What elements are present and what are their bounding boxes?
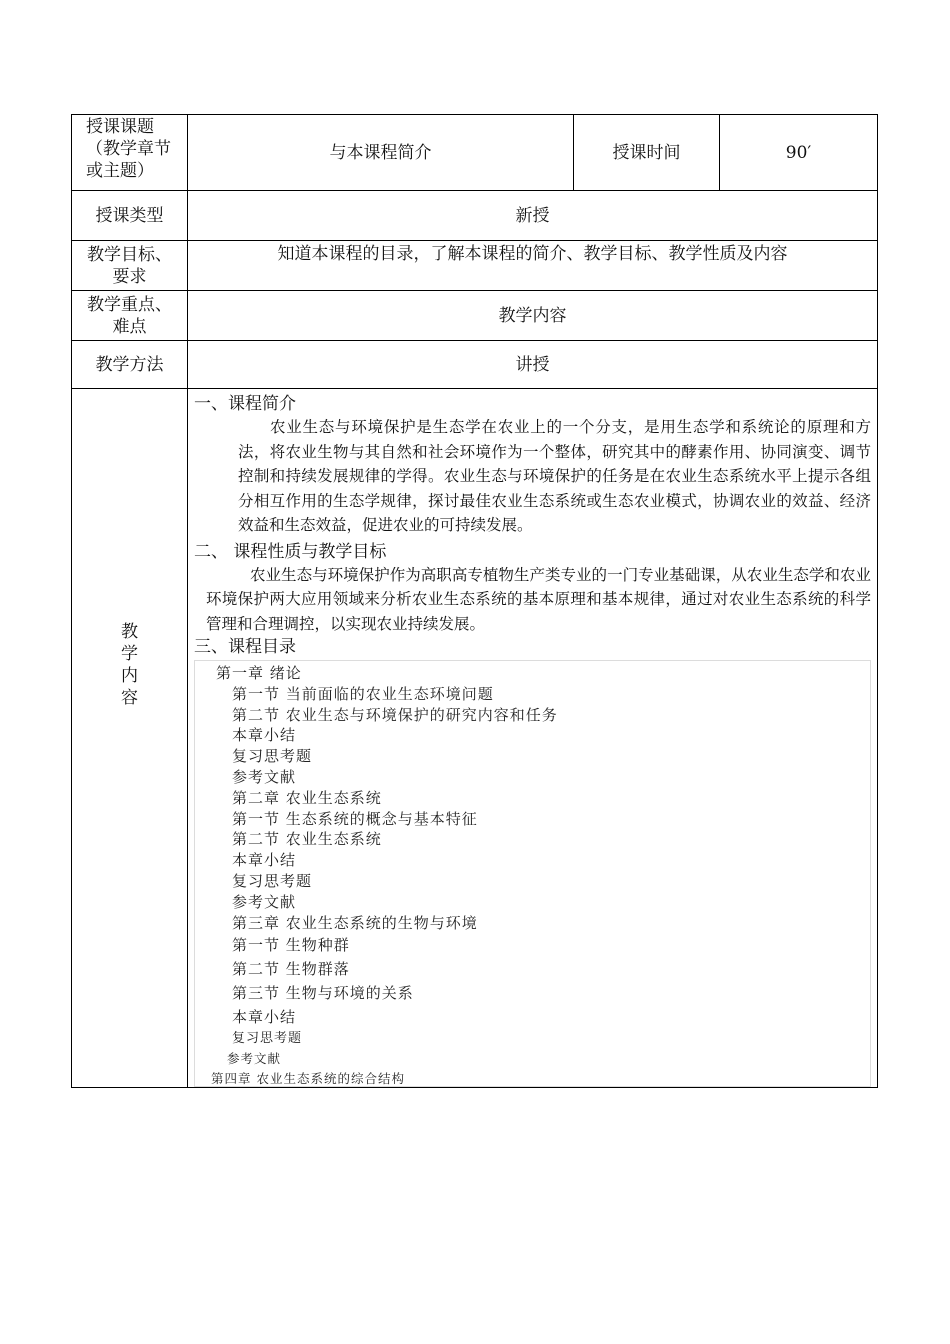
toc-item: 参考文献 [232, 892, 297, 911]
toc-item: 第一节 生态系统的概念与基本特征 [232, 809, 478, 828]
row-goal [72, 241, 878, 291]
time-value: 90′ [720, 115, 878, 191]
toc-item: 第二章 农业生态系统 [232, 788, 382, 807]
method-value: 讲授 [188, 341, 878, 389]
side-char: 教 [121, 622, 138, 642]
topic-label: 授课课题（教学章节或主题） [72, 115, 188, 191]
section1-title: 一、课程简介 [194, 394, 296, 414]
type-label: 授课类型 [72, 191, 188, 241]
type-value: 新授 [188, 191, 878, 241]
side-char: 内 [121, 666, 138, 686]
row-topic [72, 115, 878, 191]
toc-item: 第二节 生物群落 [232, 960, 350, 979]
toc-item: 第一节 当前面临的农业生态环境问题 [232, 684, 494, 703]
content-side-label [72, 389, 188, 1088]
toc-item: 第三节 生物与环境的关系 [232, 984, 414, 1003]
toc-item: 第二节 农业生态与环境保护的研究内容和任务 [232, 705, 558, 724]
section1-text: 农业生态与环境保护是生态学在农业上的一个分支，是用生态学和系统论的原理和方法，将农业生物与其自然和社会环境作为一个整体，研究其中的酵素作用、协同演变、调节控制和持续发展规律的学得。农业生态与环境保护的任务是在农业生态系统水平上提示各组分相互作用的生态学规律，探讨最佳农业生态系统或生态农业模式，协调农业的效益、经济效益和生态效益，促进农业的可持续发展。 [238, 418, 871, 534]
section3-title: 三、课程目录 [194, 637, 296, 657]
row-method [72, 341, 878, 389]
toc-item: 参考文献 [232, 767, 297, 786]
side-char: 容 [121, 688, 138, 708]
course-toc [194, 660, 871, 1087]
toc-item: 第一章 绪论 [216, 664, 302, 682]
toc-item: 本章小结 [232, 726, 297, 745]
toc-item: 第四章 农业生态系统的综合结构 [211, 1071, 405, 1087]
toc-item: 第三章 农业生态系统的生物与环境 [232, 913, 478, 932]
row-type [72, 191, 878, 241]
toc-item: 第二节 农业生态系统 [232, 830, 382, 849]
section2-title: 二、 课程性质与教学目标 [194, 541, 387, 562]
row-keypoint [72, 291, 878, 341]
side-char: 学 [121, 644, 138, 664]
toc-item: 复习思考题 [232, 1031, 303, 1047]
keypoint-label: 教学重点、难点 [72, 291, 188, 341]
goal-value: 知道本课程的目录，了解本课程的简介、教学目标、教学性质及内容 [188, 241, 878, 291]
toc-item: 第一节 生物种群 [232, 936, 350, 955]
toc-item: 本章小结 [232, 851, 297, 870]
section2-text: 农业生态与环境保护作为高职高专植物生产类专业的一门专业基础课，从农业生态学和农业环境保护两大应用领域来分析农业生态系统的基本原理和基本规律，通过对农业生态系统的科学管理和合理调控，以实现农业持续发展。 [206, 565, 871, 633]
time-label: 授课时间 [574, 115, 720, 191]
toc-item: 本章小结 [232, 1008, 297, 1027]
toc-item: 参考文献 [227, 1051, 282, 1067]
toc-item: 复习思考题 [232, 747, 313, 766]
lesson-plan-table [71, 114, 878, 1088]
toc-item: 复习思考题 [232, 871, 313, 890]
keypoint-value: 教学内容 [188, 291, 878, 341]
goal-label: 教学目标、要求 [72, 241, 188, 291]
method-label: 教学方法 [72, 341, 188, 389]
content-body [188, 389, 878, 1088]
row-content [72, 389, 878, 1088]
topic-value: 与本课程简介 [188, 115, 574, 191]
